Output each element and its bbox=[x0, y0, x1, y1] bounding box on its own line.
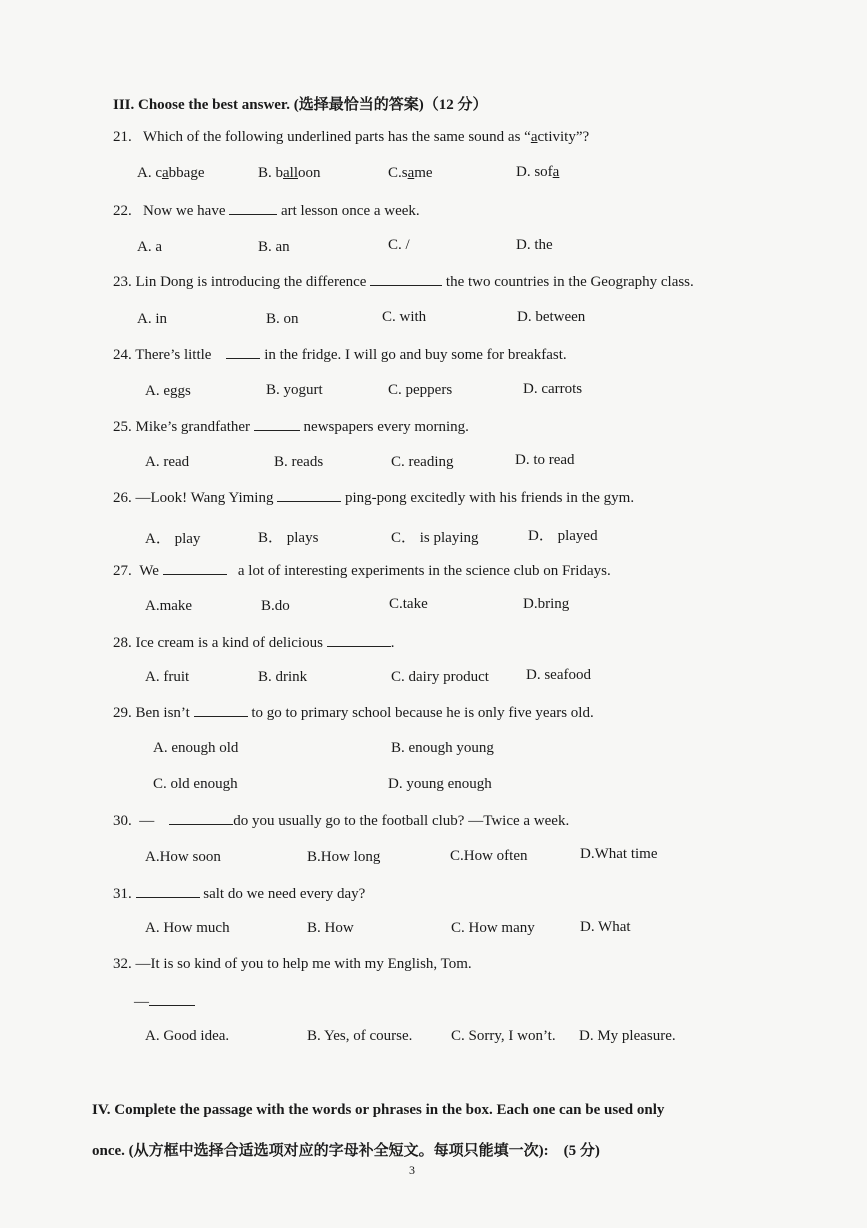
question-number: 23. bbox=[113, 274, 132, 290]
option-26-b[interactable]: B． plays bbox=[258, 530, 319, 546]
option-30-d[interactable]: D.What time bbox=[580, 846, 658, 862]
answer-blank[interactable] bbox=[226, 346, 260, 359]
question-stem-end: ping-pong excitedly with his friends in the gym. bbox=[344, 490, 635, 506]
underlined-letter: a bbox=[530, 129, 538, 145]
option-30-a[interactable]: A.How soon bbox=[145, 849, 221, 865]
question-number: 27. bbox=[113, 563, 132, 579]
option-22-c[interactable]: C. / bbox=[388, 237, 410, 253]
option-28-d[interactable]: D. seafood bbox=[526, 667, 591, 683]
question-22 bbox=[113, 202, 420, 220]
question-stem: —It is so kind of you to help me with my English, Tom. bbox=[135, 956, 472, 972]
option-24-c[interactable]: C. peppers bbox=[388, 382, 453, 398]
question-stem: —Look! Wang Yiming bbox=[135, 490, 274, 506]
question-number: 28. bbox=[113, 635, 132, 651]
section-3-title: III. Choose the best answer. (选择最恰当的答案)（12 分） bbox=[113, 97, 488, 113]
question-number: 22. bbox=[113, 203, 132, 219]
question-stem-end: salt do we need every day? bbox=[203, 886, 366, 902]
option-32-b[interactable]: B. Yes, of course. bbox=[307, 1028, 413, 1044]
option-26-d[interactable]: D． played bbox=[528, 528, 598, 544]
option-28-c[interactable]: C. dairy product bbox=[391, 669, 489, 685]
answer-blank[interactable] bbox=[169, 812, 233, 825]
answer-blank[interactable] bbox=[370, 273, 442, 286]
option-31-a[interactable]: A. How much bbox=[145, 920, 230, 936]
question-stem-end: a lot of interesting experiments in the science club on Fridays. bbox=[237, 563, 611, 579]
option-21-b[interactable]: B. balloon bbox=[258, 165, 321, 181]
answer-blank[interactable] bbox=[254, 418, 300, 431]
option-21-c[interactable]: C.same bbox=[388, 165, 433, 181]
option-23-b[interactable]: B. on bbox=[266, 311, 299, 327]
question-number: 29. bbox=[113, 705, 132, 721]
option-25-a[interactable]: A. read bbox=[145, 454, 190, 470]
question-stem-end: the two countries in the Geography class. bbox=[445, 274, 694, 290]
option-28-a[interactable]: A. fruit bbox=[145, 669, 190, 685]
answer-blank[interactable] bbox=[327, 634, 391, 647]
option-27-d[interactable]: D.bring bbox=[523, 596, 570, 612]
question-stem: Mike’s grandfather bbox=[135, 419, 251, 435]
question-number: 31. bbox=[113, 886, 132, 902]
option-32-a[interactable]: A. Good idea. bbox=[145, 1028, 230, 1044]
option-25-c[interactable]: C. reading bbox=[391, 454, 454, 470]
option-31-c[interactable]: C. How many bbox=[451, 920, 535, 936]
question-27 bbox=[113, 562, 611, 580]
answer-blank[interactable] bbox=[149, 993, 195, 1006]
option-32-d[interactable]: D. My pleasure. bbox=[579, 1028, 676, 1044]
option-22-b[interactable]: B. an bbox=[258, 239, 290, 255]
option-24-a[interactable]: A. eggs bbox=[145, 383, 191, 399]
option-23-a[interactable]: A. in bbox=[137, 311, 167, 327]
section-4-title-line-1: IV. Complete the passage with the words or phrases in the box. Each one can be used only bbox=[92, 1102, 665, 1118]
option-28-b[interactable]: B. drink bbox=[258, 669, 308, 685]
question-stem: Now we have bbox=[143, 203, 226, 219]
option-24-b[interactable]: B. yogurt bbox=[266, 382, 323, 398]
option-24-d[interactable]: D. carrots bbox=[523, 381, 583, 397]
reply-dash: — bbox=[134, 994, 149, 1010]
option-29-a[interactable]: A. enough old bbox=[153, 740, 239, 756]
question-stem: Lin Dong is introducing the difference bbox=[135, 274, 367, 290]
question-23 bbox=[113, 273, 694, 291]
question-number: 26. bbox=[113, 490, 132, 506]
question-stem: Ben isn’t bbox=[135, 705, 190, 721]
question-stem-end: newspapers every morning. bbox=[303, 419, 469, 435]
option-27-b[interactable]: B.do bbox=[261, 598, 290, 614]
question-stem-end: in the fridge. I will go and buy some for breakfast. bbox=[264, 347, 567, 363]
question-stem: We bbox=[139, 563, 159, 579]
option-30-c[interactable]: C.How often bbox=[450, 848, 528, 864]
option-21-d[interactable]: D. sofa bbox=[516, 164, 560, 180]
question-30 bbox=[113, 812, 569, 830]
option-22-a[interactable]: A. a bbox=[137, 239, 162, 255]
option-21-a[interactable]: A. cabbage bbox=[137, 165, 205, 181]
section-4-title-line-2: once. (从方框中选择合适选项对应的字母补全短文。每项只能填一次): (5 分) bbox=[92, 1143, 600, 1159]
question-stem-end: to go to primary school because he is only five years old. bbox=[251, 705, 594, 721]
option-29-d[interactable]: D. young enough bbox=[388, 776, 492, 792]
answer-blank[interactable] bbox=[136, 885, 200, 898]
question-stem: — bbox=[139, 813, 155, 829]
option-31-d[interactable]: D. What bbox=[580, 919, 631, 935]
question-stem: Ice cream is a kind of delicious bbox=[135, 635, 323, 651]
option-29-b[interactable]: B. enough young bbox=[391, 740, 494, 756]
option-31-b[interactable]: B. How bbox=[307, 920, 354, 936]
question-stem-end: do you usually go to the football club? —Twice a week. bbox=[233, 813, 570, 829]
question-number: 25. bbox=[113, 419, 132, 435]
answer-blank[interactable] bbox=[194, 704, 248, 717]
option-23-c[interactable]: C. with bbox=[382, 309, 427, 325]
question-31 bbox=[113, 885, 365, 903]
question-number: 24. bbox=[113, 347, 132, 363]
option-22-d[interactable]: D. the bbox=[516, 237, 553, 253]
question-21 bbox=[113, 129, 589, 146]
answer-blank[interactable] bbox=[163, 562, 227, 575]
option-26-c[interactable]: C． is playing bbox=[391, 530, 479, 546]
page-number: 3 bbox=[409, 1163, 415, 1177]
option-25-d[interactable]: D. to read bbox=[515, 452, 575, 468]
question-24 bbox=[113, 346, 567, 364]
option-29-c[interactable]: C. old enough bbox=[153, 776, 238, 792]
option-27-a[interactable]: A.make bbox=[145, 598, 193, 614]
question-28 bbox=[113, 634, 394, 652]
question-stem: Which of the following underlined parts has the same sound as “ bbox=[143, 129, 531, 145]
question-32 bbox=[113, 956, 472, 973]
answer-blank[interactable] bbox=[229, 202, 277, 215]
option-27-c[interactable]: C.take bbox=[389, 596, 428, 612]
question-stem-end: . bbox=[390, 635, 395, 651]
option-25-b[interactable]: B. reads bbox=[274, 454, 324, 470]
question-25 bbox=[113, 418, 469, 436]
question-stem-end: art lesson once a week. bbox=[280, 203, 420, 219]
question-26 bbox=[113, 489, 634, 507]
question-stem: There’s little bbox=[135, 347, 212, 363]
option-23-d[interactable]: D. between bbox=[517, 309, 586, 325]
option-26-a[interactable]: A． play bbox=[145, 531, 201, 547]
question-29 bbox=[113, 704, 594, 722]
answer-blank[interactable] bbox=[277, 489, 341, 502]
question-number: 32. bbox=[113, 956, 132, 972]
question-number: 21. bbox=[113, 129, 132, 145]
question-stem-end: ctivity”? bbox=[537, 129, 590, 145]
reply-line bbox=[134, 993, 195, 1011]
option-30-b[interactable]: B.How long bbox=[307, 849, 381, 865]
option-32-c[interactable]: C. Sorry, I won’t. bbox=[451, 1028, 556, 1044]
question-number: 30. bbox=[113, 813, 132, 829]
